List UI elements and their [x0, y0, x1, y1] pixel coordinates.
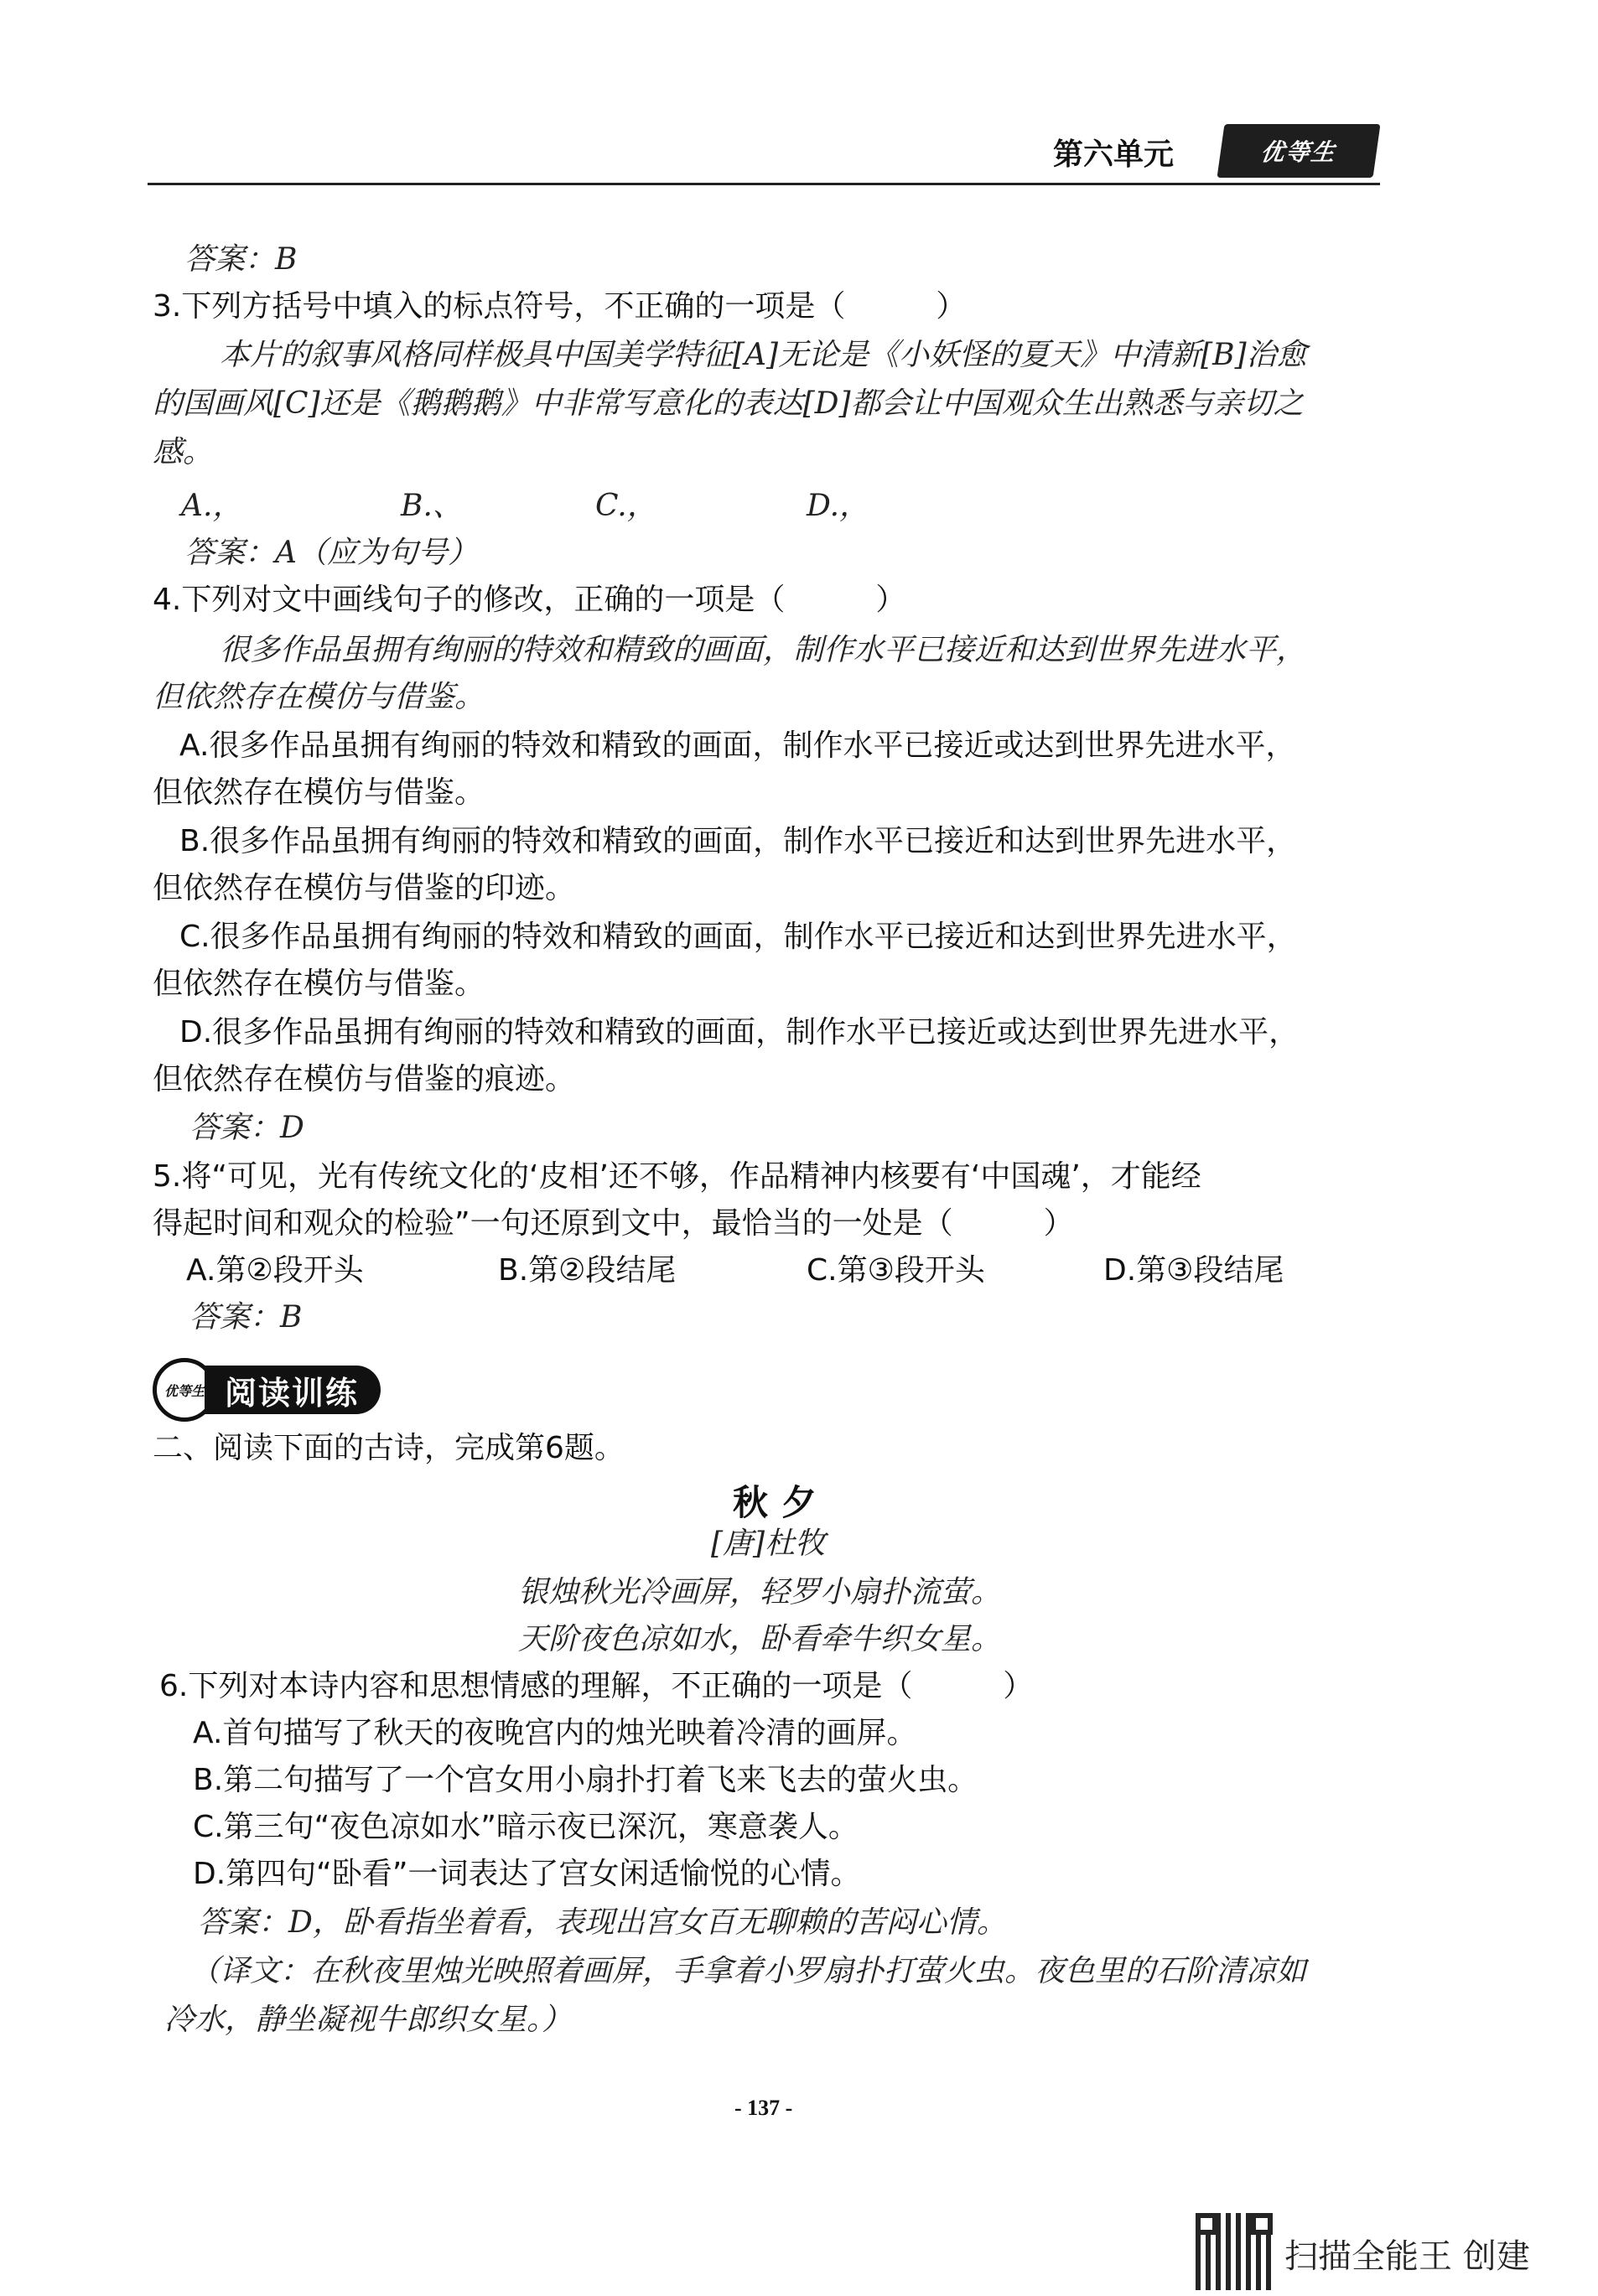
- q4-option-c-line2: 但依然存在模仿与借鉴。: [153, 967, 485, 1001]
- q4-option-c-line1: C.很多作品虽拥有绚丽的特效和精致的画面，制作水平已接近和达到世界先进水平，: [179, 920, 1297, 954]
- passage-q3-line2: 的国画风[C]还是《鹅鹅鹅》中非常写意化的表达[D]都会让中国观众生出熟悉与亲切之: [153, 386, 1304, 421]
- q5-option-b: B.第②段结尾: [498, 1253, 677, 1288]
- q3-option-c: C.，: [595, 489, 657, 523]
- q3-option-b: B.、: [401, 489, 463, 523]
- q6-option-a: A.首句描写了秋天的夜晚宫内的烛光映着冷清的画屏。: [193, 1716, 917, 1750]
- passage-q3-line3: 感。: [153, 435, 214, 469]
- header-divider: [148, 183, 1380, 185]
- scanner-watermark: 扫描全能王 创建: [1284, 2237, 1530, 2276]
- q4-option-d-line2: 但依然存在模仿与借鉴的痕迹。: [153, 1062, 576, 1096]
- passage-q4-line2: 但依然存在模仿与借鉴。: [153, 680, 485, 714]
- passage-q4-line1: 很多作品虽拥有绚丽的特效和精致的画面，制作水平已接近和达到世界先进水平，: [220, 633, 1307, 667]
- q3-option-a: A.，: [181, 489, 243, 523]
- poem-line-2: 天阶夜色凉如水，卧看牵牛织女星。: [518, 1622, 1002, 1656]
- q6-option-c: C.第三句“夜色凉如水”暗示夜已深沉，寒意袭人。: [193, 1810, 859, 1844]
- answer-q6: 答案：D，卧看指坐着看，表现出宫女百无聊赖的苦闷心情。: [198, 1905, 1007, 1940]
- translation-line1: （译文：在秋夜里烛光映照着画屏，手拿着小罗扇扑打萤火虫。夜色里的石阶清凉如: [189, 1954, 1307, 1988]
- translation-line2: 冷水，静坐凝视牛郎织女星。）: [164, 2003, 573, 2037]
- q5-option-a: A.第②段开头: [186, 1253, 364, 1288]
- poem-line-1: 银烛秋光冷画屏，轻罗小扇扑流萤。: [518, 1575, 1002, 1609]
- answer-q2: 答案：B: [184, 242, 298, 277]
- unit-title: 第六单元: [1053, 137, 1175, 172]
- brand-logo: 优等生: [1217, 124, 1381, 178]
- question-5-line1: 5.将“可见，光有传统文化的‘皮相’还不够，作品精神内核要有‘中国魂’，才能经: [153, 1159, 1201, 1194]
- question-5-line2: 得起时间和观众的检验”一句还原到文中，最恰当的一处是（ ）: [153, 1206, 1074, 1241]
- q4-option-a-line1: A.很多作品虽拥有绚丽的特效和精致的画面，制作水平已接近或达到世界先进水平，: [179, 728, 1296, 763]
- q4-option-d-line1: D.很多作品虽拥有绚丽的特效和精致的画面，制作水平已接近或达到世界先进水平，: [179, 1015, 1300, 1050]
- q6-option-b: B.第二句描写了一个宫女用小扇扑打着飞来飞去的萤火虫。: [193, 1763, 978, 1797]
- q4-option-b-line2: 但依然存在模仿与借鉴的印迹。: [153, 871, 576, 905]
- q4-option-b-line1: B.很多作品虽拥有绚丽的特效和精致的画面，制作水平已接近和达到世界先进水平，: [179, 824, 1297, 858]
- page-number: - 137 -: [734, 2096, 793, 2120]
- section-badge-reading: [153, 1358, 399, 1422]
- question-3: 3.下列方括号中填入的标点符号，不正确的一项是（ ）: [153, 289, 967, 324]
- q5-option-d: D.第③段结尾: [1103, 1253, 1284, 1288]
- question-4: 4.下列对文中画线句子的修改，正确的一项是（ ）: [153, 583, 906, 617]
- poem-author: [唐]杜牧: [711, 1526, 826, 1561]
- passage-q3-line1: 本片的叙事风格同样极具中国美学特征[A]无论是《小妖怪的夏天》中清新[B]治愈: [220, 338, 1307, 372]
- answer-q3: 答案：A（应为句号）: [184, 536, 478, 570]
- q5-option-c: C.第③段开头: [807, 1253, 985, 1288]
- section-title: 阅读训练: [205, 1366, 381, 1414]
- question-6: 6.下列对本诗内容和思想情感的理解，不正确的一项是（ ）: [159, 1669, 1034, 1703]
- badge-logo-icon: 优等生: [153, 1358, 216, 1422]
- q6-option-d: D.第四句“卧看”一词表达了宫女闲适愉悦的心情。: [193, 1857, 861, 1891]
- q4-option-a-line2: 但依然存在模仿与借鉴。: [153, 775, 485, 810]
- q3-option-d: D.，: [807, 489, 870, 523]
- answer-q5: 答案：B: [189, 1300, 303, 1335]
- poem-title: 秋夕: [733, 1482, 831, 1523]
- answer-q4: 答案：D: [189, 1111, 304, 1145]
- qr-code-icon: [1196, 2213, 1273, 2290]
- section-2-instruction: 二、阅读下面的古诗，完成第6题。: [153, 1431, 625, 1465]
